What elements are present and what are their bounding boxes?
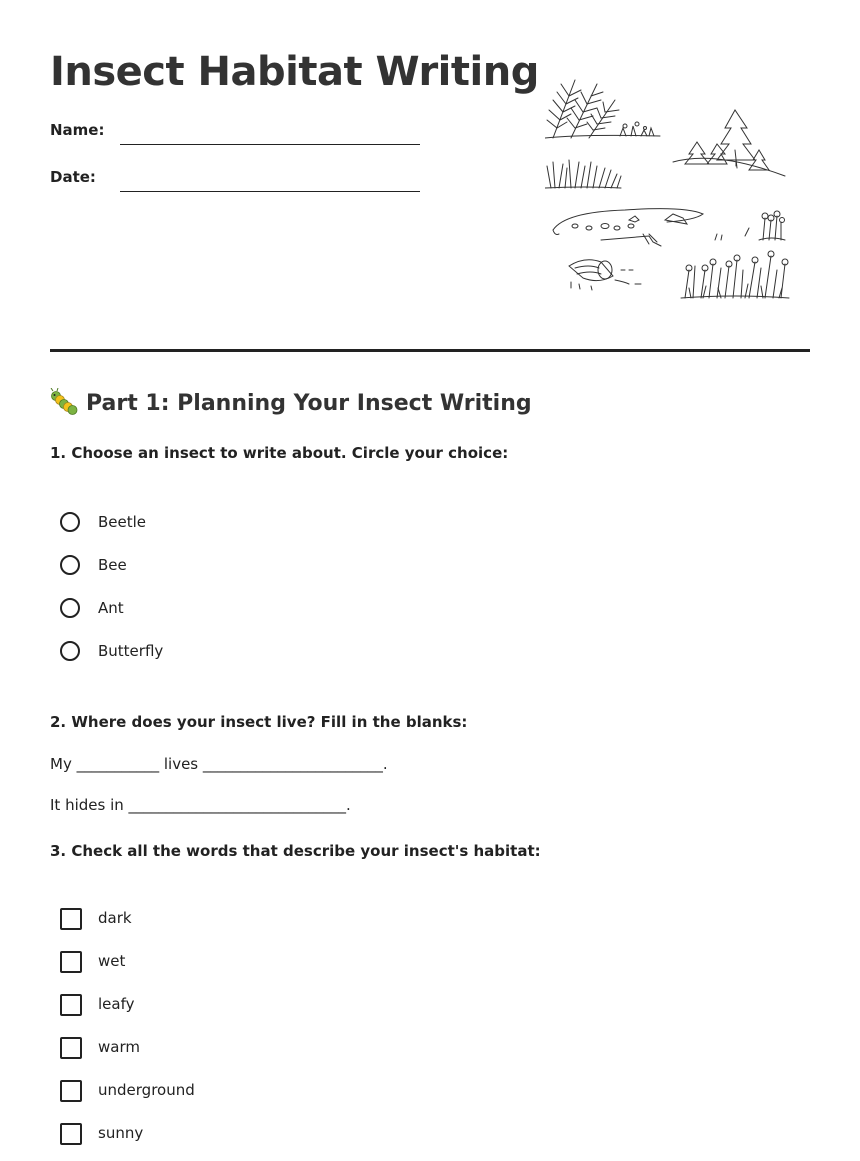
small-flowers-icon — [759, 211, 785, 240]
habitat-option-warm[interactable] — [60, 1037, 360, 1061]
option-label: warm — [98, 1038, 140, 1056]
fern-icon — [545, 80, 660, 138]
habitat-option-dark[interactable] — [60, 908, 360, 932]
radio-circle[interactable] — [60, 512, 80, 532]
pine-trees-icon — [673, 110, 785, 176]
caterpillar-icon — [50, 388, 80, 416]
option-label: Bee — [98, 556, 127, 574]
name-line[interactable] — [120, 144, 420, 145]
radio-circle[interactable] — [60, 598, 80, 618]
name-label: Name: — [50, 121, 105, 139]
checkbox[interactable] — [60, 994, 82, 1016]
insect-option-ant[interactable] — [60, 598, 360, 622]
option-label: Ant — [98, 599, 124, 617]
section-divider — [50, 349, 810, 352]
radio-circle[interactable] — [60, 641, 80, 661]
habitat-option-underground[interactable] — [60, 1080, 360, 1104]
checkbox[interactable] — [60, 908, 82, 930]
date-label: Date: — [50, 168, 96, 186]
habitat-option-leafy[interactable] — [60, 994, 360, 1018]
grass-clump-icon — [545, 160, 621, 188]
page-title: Insect Habitat Writing — [50, 49, 539, 95]
fill-blank-line-2[interactable]: It hides in _____________________________. — [50, 796, 351, 814]
option-label: dark — [98, 909, 132, 927]
question-1: 1. Choose an insect to write about. Circle your choice: — [50, 444, 509, 462]
option-label: leafy — [98, 995, 135, 1013]
checkbox[interactable] — [60, 1037, 82, 1059]
wildflowers-icon — [681, 251, 789, 298]
insect-option-bee[interactable] — [60, 555, 360, 579]
question-2: 2. Where does your insect live? Fill in the blanks: — [50, 713, 468, 731]
habitat-option-sunny[interactable] — [60, 1123, 360, 1147]
name-field-row — [50, 118, 430, 148]
habitat-option-wet[interactable] — [60, 951, 360, 975]
insect-option-butterfly[interactable] — [60, 641, 360, 665]
option-label: wet — [98, 952, 126, 970]
checkbox[interactable] — [60, 1123, 82, 1145]
date-field-row — [50, 165, 430, 195]
pond-rocks-icon — [553, 209, 749, 246]
part1-title: Part 1: Planning Your Insect Writing — [86, 391, 532, 416]
insect-option-beetle[interactable] — [60, 512, 360, 536]
checkbox[interactable] — [60, 1080, 82, 1102]
option-label: Butterfly — [98, 642, 164, 660]
checkbox[interactable] — [60, 951, 82, 973]
option-label: sunny — [98, 1124, 144, 1142]
radio-circle[interactable] — [60, 555, 80, 575]
date-line[interactable] — [120, 191, 420, 192]
part1-heading — [50, 388, 532, 416]
log-icon — [569, 260, 641, 290]
question-3: 3. Check all the words that describe your insect's habitat: — [50, 842, 541, 860]
option-label: underground — [98, 1081, 195, 1099]
habitat-sketch-icon — [545, 70, 795, 310]
option-label: Beetle — [98, 513, 147, 531]
fill-blank-line-1[interactable]: My ___________ lives ________________________. — [50, 755, 388, 773]
